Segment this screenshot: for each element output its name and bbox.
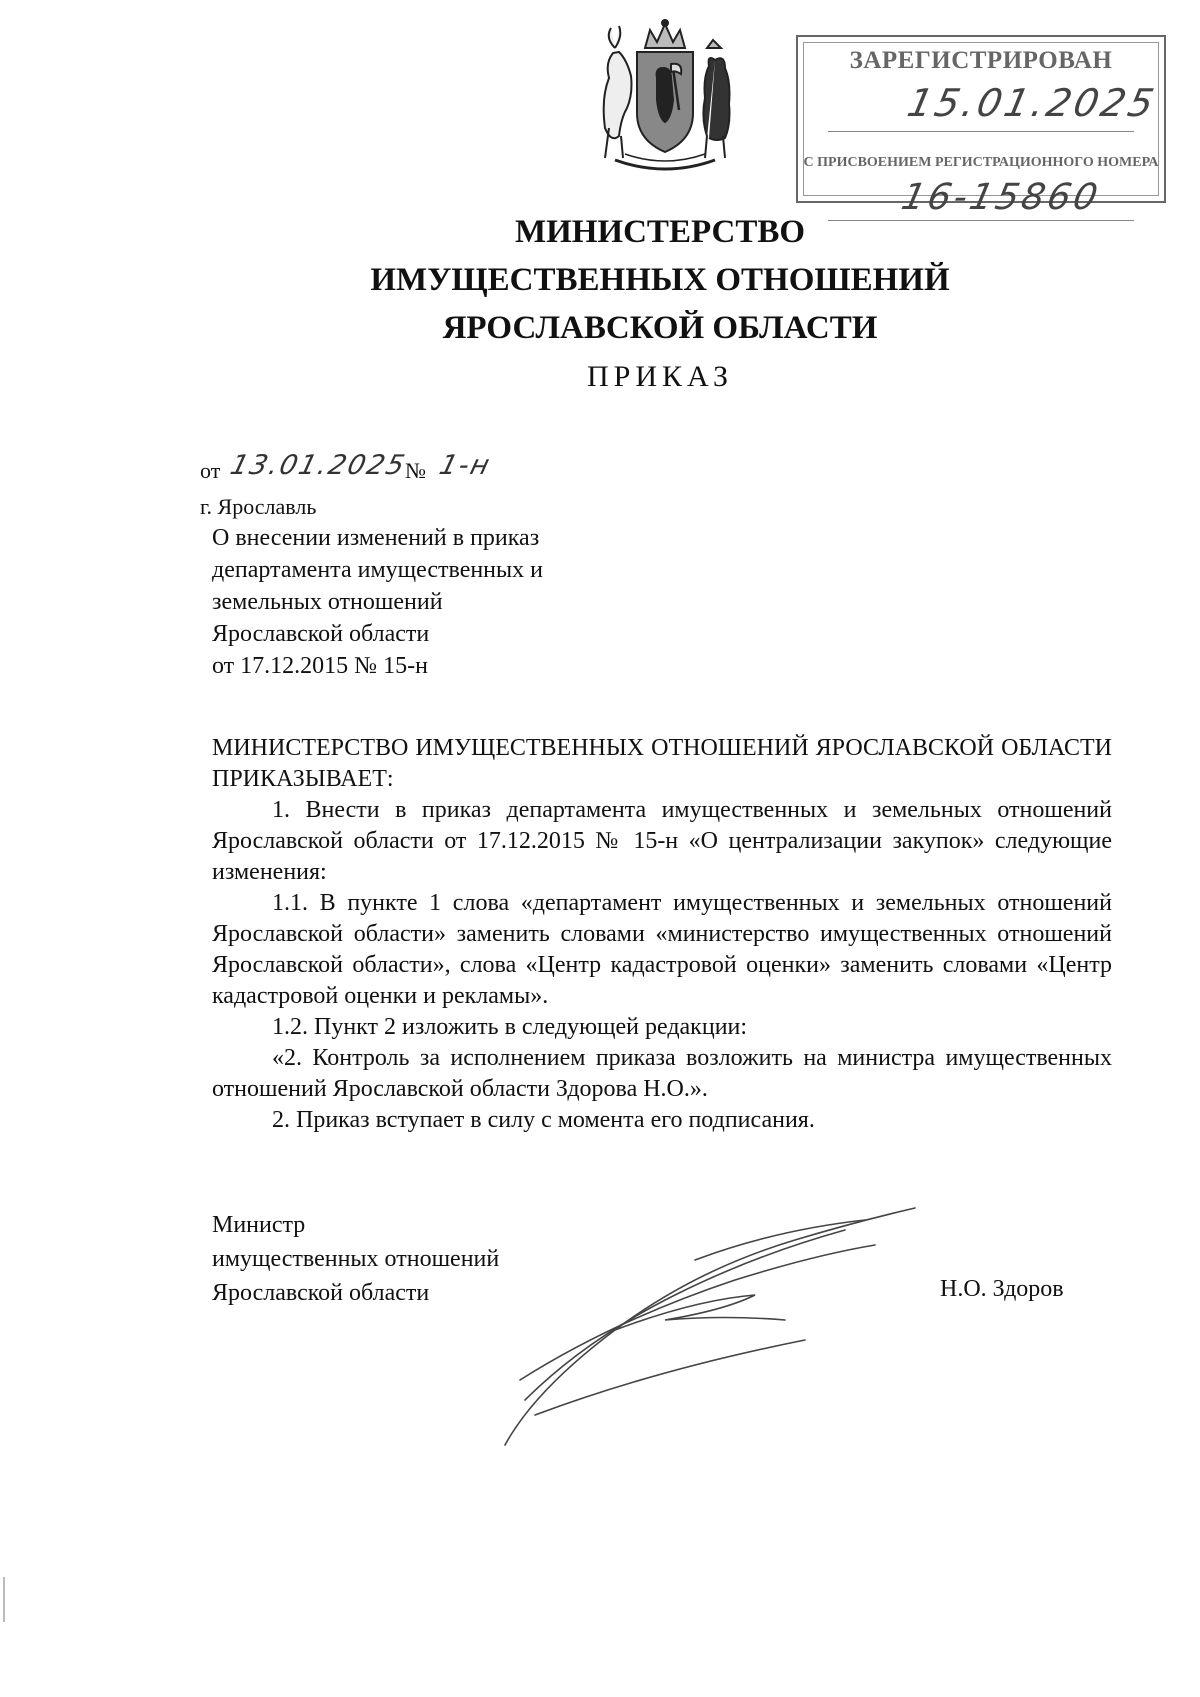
- coat-of-arms-emblem: [575, 18, 755, 178]
- subject-line: земельных отношений: [212, 589, 443, 615]
- subject-line: от 17.12.2015 № 15-н: [212, 653, 428, 679]
- stamp-handwritten-date: 15.01.2025: [903, 81, 1161, 125]
- ministry-header: [300, 208, 1020, 352]
- order-body: [212, 733, 1112, 1136]
- stamp-date-underline: [828, 131, 1134, 132]
- signer-position-line: Министр: [212, 1212, 306, 1238]
- stamp-title: ЗАРЕГИСТРИРОВАН: [849, 47, 1113, 74]
- signer-position: [212, 1208, 499, 1310]
- signer-position-line: имущественных отношений: [212, 1246, 500, 1272]
- signer-position-line: Ярославской области: [212, 1280, 430, 1306]
- document-type-title: ПРИКАЗ: [587, 360, 733, 393]
- order-handwritten-date: 13.01.2025: [227, 450, 410, 481]
- order-subject-title: [212, 522, 632, 682]
- subject-line: департамента имущественных и: [212, 557, 543, 583]
- body-paragraph-1-1: 1.1. В пункте 1 слова «департамент имущественных и земельных отношений Ярославской области» заменить словами «министерство имущественных отношений Ярославской области», слова «Центр кадастровой оценки» заменить словами «Центр кадастровой оценки и рекламы».: [212, 890, 1112, 1009]
- subject-line: О внесении изменений в приказ: [212, 525, 540, 551]
- signer-name: Н.О. Здоров: [940, 1276, 1064, 1302]
- ministry-line-3: ЯРОСЛАВСКОЙ ОБЛАСТИ: [442, 310, 878, 346]
- order-number-prefix: №: [405, 458, 426, 483]
- stamp-subtitle: С ПРИСВОЕНИЕМ РЕГИСТРАЦИОННОГО НОМЕРА: [803, 155, 1159, 170]
- registration-stamp: [796, 35, 1166, 218]
- stamp-handwritten-number: 16-15860: [897, 177, 1104, 218]
- body-paragraph-1-2: 1.2. Пункт 2 изложить в следующей редакции:: [272, 1014, 748, 1040]
- ministry-line-1: МИНИСТЕРСТВО: [514, 214, 806, 250]
- scan-edge-mark: [3, 1577, 5, 1622]
- handwritten-signature: [495, 1200, 935, 1450]
- body-preamble: МИНИСТЕРСТВО ИМУЩЕСТВЕННЫХ ОТНОШЕНИЙ ЯРОСЛАВСКОЙ ОБЛАСТИ ПРИКАЗЫВАЕТ:: [212, 735, 1112, 792]
- body-paragraph-1: 1. Внести в приказ департамента имущественных и земельных отношений Ярославской области от 17.12.2015 № 15-н «О централизации закупок» следующие изменения:: [212, 797, 1112, 885]
- body-paragraph-2: 2. Приказ вступает в силу с момента его подписания.: [272, 1107, 815, 1133]
- order-city: г. Ярославль: [200, 494, 317, 519]
- body-paragraph-1-2-text: «2. Контроль за исполнением приказа возложить на министра имущественных отношений Ярославской области Здорова Н.О.».: [212, 1045, 1112, 1102]
- subject-line: Ярославской области: [212, 621, 430, 647]
- order-date-prefix: от: [200, 458, 221, 483]
- ministry-line-2: ИМУЩЕСТВЕННЫХ ОТНОШЕНИЙ: [370, 262, 950, 298]
- order-handwritten-number: 1-н: [436, 450, 495, 481]
